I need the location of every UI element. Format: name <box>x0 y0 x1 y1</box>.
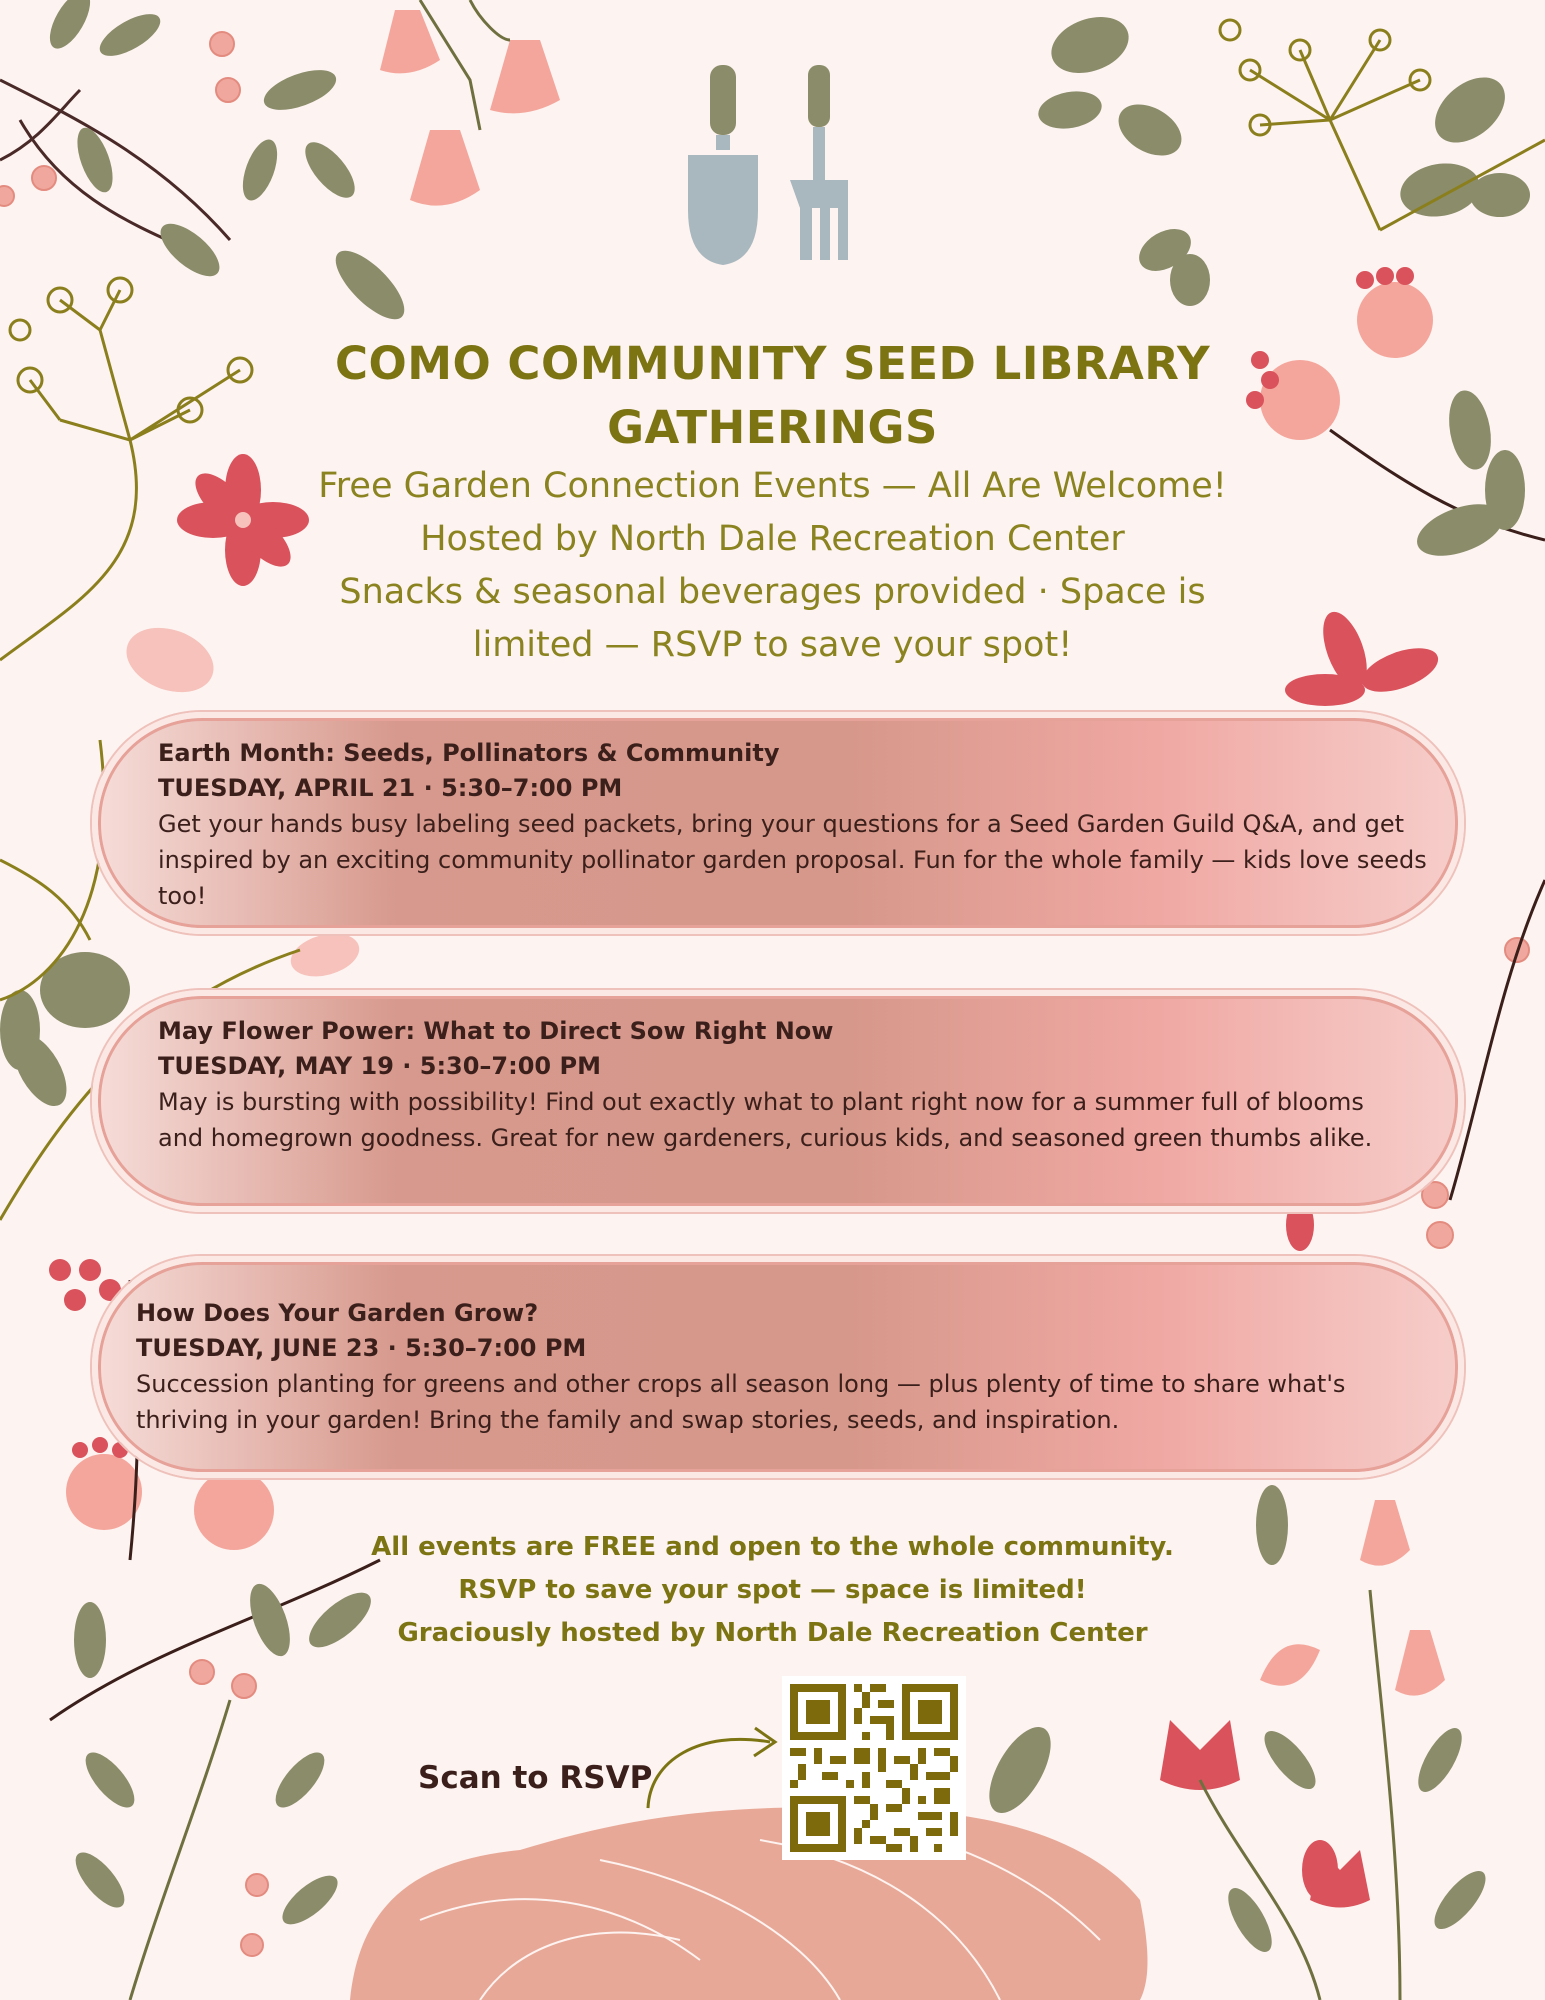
qr-code-icon <box>790 1684 958 1852</box>
leaf-mid-top <box>325 240 414 329</box>
event-date: TUESDAY, APRIL 21 · 5:30–7:00 PM <box>158 774 623 802</box>
event-description: Get your hands busy labeling seed packets, bring your questions for a Seed Garden Guild Q&A, and get inspired by an exciting community pollinator garden proposal. Fun for the whole family — kids love seeds too! <box>158 810 1427 910</box>
garden-tools-icon <box>680 60 860 280</box>
event-date: TUESDAY, JUNE 23 · 5:30–7:00 PM <box>136 1334 587 1362</box>
title-line-2: GATHERINGS <box>607 401 938 454</box>
arrow-to-qr <box>648 1739 770 1808</box>
leaves-top-right <box>1035 7 1530 306</box>
footer-line-1: All events are FREE and open to the whole community. <box>371 1532 1174 1562</box>
scan-to-rsvp-label: Scan to RSVP <box>418 1760 653 1796</box>
footer-line-2: RSVP to save your spot — space is limited! <box>458 1575 1087 1605</box>
berries-top-left <box>0 32 240 206</box>
subtitle-line-1: Free Garden Connection Events — All Are Welcome! <box>318 466 1227 506</box>
bell-flowers-top <box>380 10 560 206</box>
vine-bottom-left <box>67 1660 345 2000</box>
event-title: How Does Your Garden Grow? <box>136 1299 539 1327</box>
subtitle-line-4: limited — RSVP to save your spot! <box>472 625 1073 665</box>
subtitle-line-3: Snacks & seasonal beverages provided · Space is <box>339 572 1206 612</box>
event-card-may <box>92 990 1464 1212</box>
event-date: TUESDAY, MAY 19 · 5:30–7:00 PM <box>158 1052 601 1080</box>
subtitle-line-2: Hosted by North Dale Recreation Center <box>420 519 1125 559</box>
mound-bottom <box>350 1807 1148 2000</box>
event-card-april <box>92 712 1464 934</box>
event-title: Earth Month: Seeds, Pollinators & Community <box>158 739 780 767</box>
vine-top-left <box>0 80 230 250</box>
title-line-1: COMO COMMUNITY SEED LIBRARY <box>334 337 1211 390</box>
event-description: Succession planting for greens and other crops all season long — plus plenty of time to share what's thriving in your garden! Bring the family and swap stories, seeds, and inspiration. <box>136 1370 1346 1434</box>
event-title: May Flower Power: What to Direct Sow Right Now <box>158 1017 834 1045</box>
footer-line-3: Graciously hosted by North Dale Recreation Center <box>397 1618 1148 1648</box>
stem-right-side <box>1450 880 1545 1200</box>
footer-notes <box>170 1526 1375 1655</box>
rsvp-qr-code[interactable] <box>782 1676 966 1860</box>
leaves-top-left <box>42 0 363 285</box>
subtitle <box>170 460 1375 672</box>
event-description: May is bursting with possibility! Find out exactly what to plant right now for a summer full of blooms and homegrown goodness. Great for new gardeners, curious kids, and seasoned green thumbs alike. <box>158 1088 1373 1152</box>
event-card-june <box>92 1256 1464 1478</box>
page-title <box>170 332 1375 460</box>
